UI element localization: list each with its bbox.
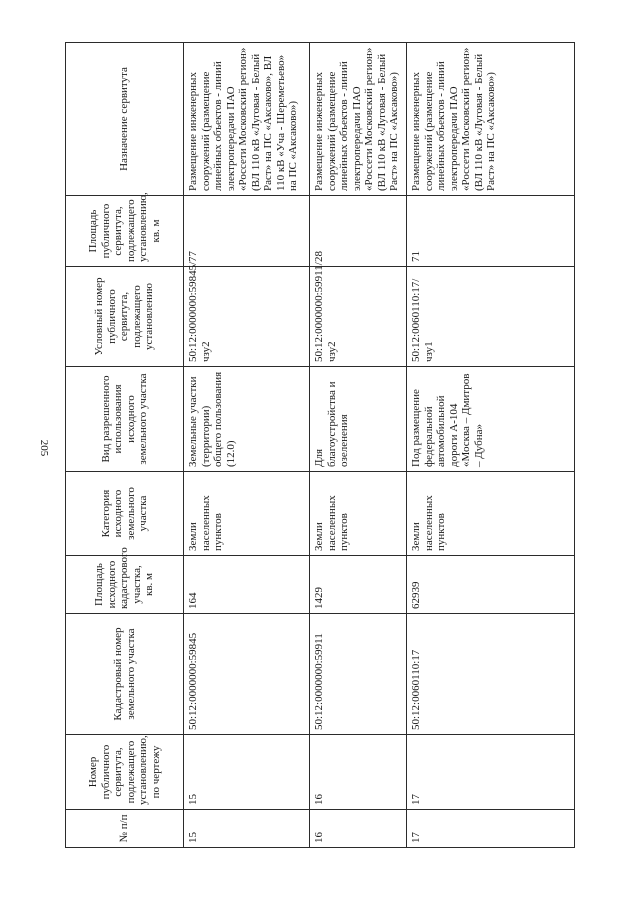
page-number: 205 [38,439,50,457]
plot-area: 1429 [310,556,407,614]
table-row [407,43,575,848]
cadastral-number: 50:12:0060110:17 [407,614,575,735]
cadastral-number: 50:12:0000000:59845 [184,614,310,735]
servitude-purpose: Размещение инженерных сооружений (размещение линейных объектов - линий электропередачи ПАО «Россети Московский регион» (ВЛ 110 кВ «Луговая - Белый Раст» на ПС «Аксаково», ВЛ 110 кВ «Уча - Шереметьево» на ПС «Аксаково») [184,43,310,196]
table-row [310,43,407,848]
permitted-use: Под размещение федеральной автомобильной дороги А-104 «Москва – Дмитров – Дубна» [407,367,575,472]
servitude-table [65,42,575,848]
land-category: Земли населенных пунктов [184,472,310,556]
table-row [184,43,310,848]
cadastral-number: 50:12:0000000:59911 [310,614,407,735]
servitude-number: 16 [310,735,407,810]
conditional-number: 50:12:0000000:59911/чзу2 [310,267,407,367]
servitude-number: 17 [407,735,575,810]
row-number: 15 [184,810,310,848]
servitude-area: 77 [184,196,310,267]
land-category: Земли населенных пунктов [310,472,407,556]
servitude-area: 71 [407,196,575,267]
header-cell: Номер публичного сервитута, подлежащего установлению, по чертежу [66,735,184,810]
row-number: 17 [407,810,575,848]
table-header-row [66,43,184,848]
permitted-use: Земельные участки (территории) общего пользования (12.0) [184,367,310,472]
row-number: 16 [310,810,407,848]
header-cell: Площадь публичного сервитута, подлежащего установлению, кв. м [66,196,184,267]
header-cell: Площадь исходного кадастрового участка, кв. м [66,556,184,614]
header-cell: Условный номер публичного сервитута, подлежащего установлению [66,267,184,367]
land-category: Земли населенных пунктов [407,472,575,556]
conditional-number: 50:12:0060110:17/чзу1 [407,267,575,367]
header-cell: Вид разрешенного использования исходного земельного участка [66,367,184,472]
servitude-purpose: Размещение инженерных сооружений (размещение линейных объектов - линий электропередачи ПАО «Россети Московский регион» (ВЛ 110 кВ «Луговая - Белый Раст» на ПС «Аксаково») [407,43,575,196]
rotated-table-wrapper [65,43,575,848]
header-cell: № п/п [66,810,184,848]
header-cell: Кадастровый номер земельного участка [66,614,184,735]
servitude-area: 28 [310,196,407,267]
header-cell: Назначение сервитута [66,43,184,196]
permitted-use: Для благоустройства и озеленения [310,367,407,472]
servitude-number: 15 [184,735,310,810]
plot-area: 62939 [407,556,575,614]
conditional-number: 50:12:0000000:59845/чзу2 [184,267,310,367]
header-cell: Категория исходного земельного участка [66,472,184,556]
servitude-purpose: Размещение инженерных сооружений (размещение линейных объектов - линий электропередачи ПАО «Россети Московский регион» (ВЛ 110 кВ «Луговая - Белый Раст» на ПС «Аксаково») [310,43,407,196]
plot-area: 164 [184,556,310,614]
